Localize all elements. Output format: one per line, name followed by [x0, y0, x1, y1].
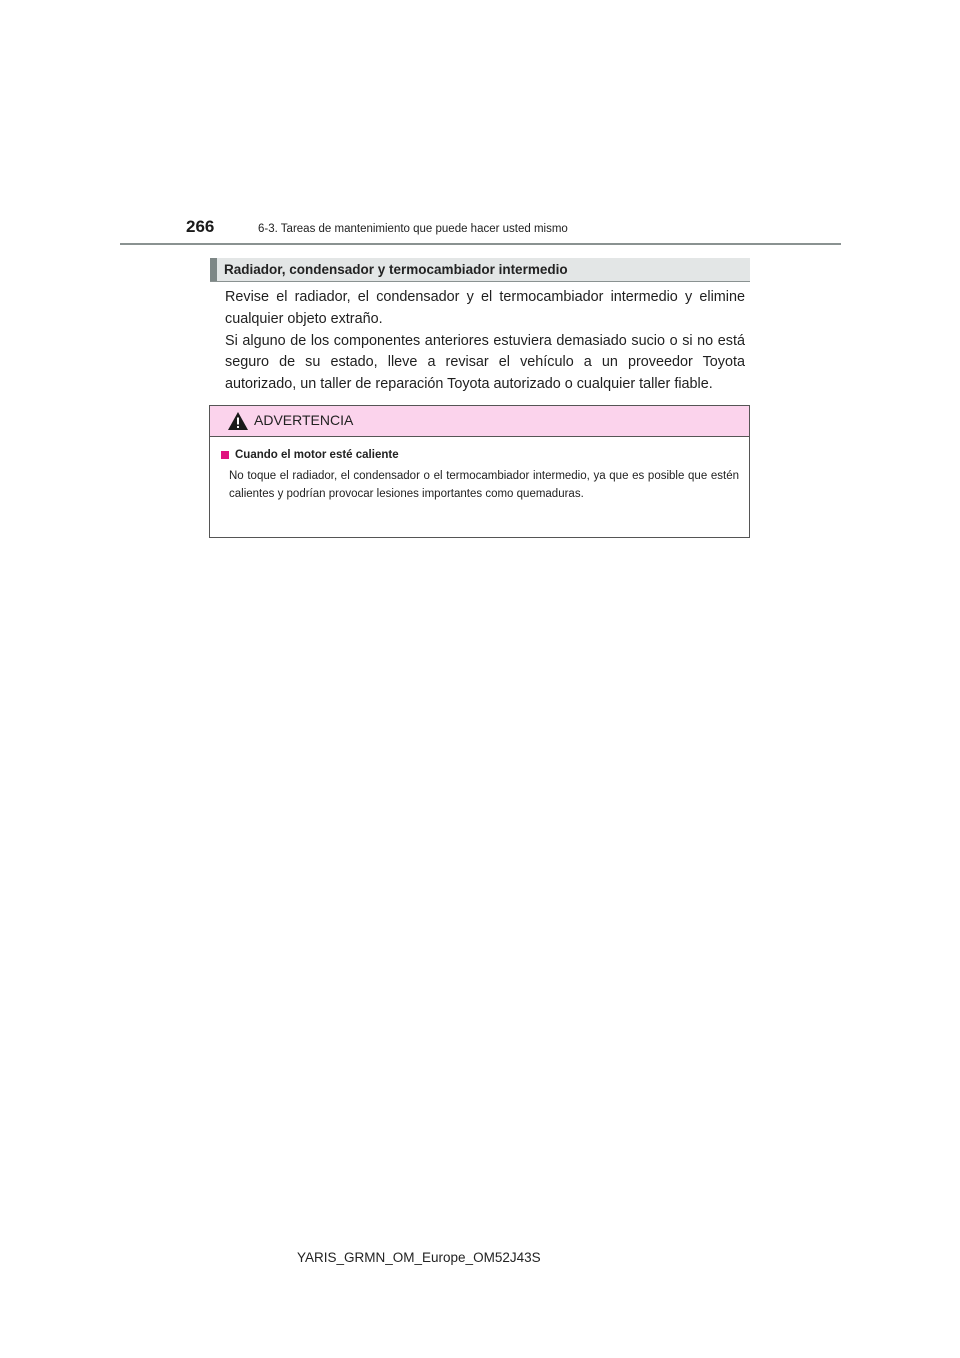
paragraph-1: Revise el radiador, el condensador y el termocambiador intermedio y elimine cualquier objeto extraño. — [225, 289, 745, 327]
section-heading-tab — [210, 258, 217, 281]
warning-body — [210, 437, 749, 503]
square-bullet-icon — [221, 451, 229, 459]
warning-triangle-icon — [227, 411, 249, 431]
paragraph-2: Si alguno de los componentes anteriores estuviera demasiado sucio o si no está seguro de su estado, lleve a revisar el vehículo a un proveedor Toyota autorizado, un taller de reparación Toyota autorizado o cualquier taller fiable. — [225, 332, 745, 393]
warning-label: ADVERTENCIA — [254, 412, 354, 428]
warning-box — [209, 405, 750, 538]
page-number: 266 — [186, 217, 215, 236]
warning-text: No toque el radiador, el condensador o el termocambiador intermedio, ya que es posible que estén calientes y podrían provocar lesiones importantes como quemaduras. — [229, 470, 739, 500]
running-header: 6-3. Tareas de mantenimiento que puede hacer usted mismo — [258, 223, 568, 235]
warning-bullet-title: Cuando el motor esté caliente — [235, 449, 399, 461]
warning-header — [210, 406, 749, 437]
section-heading — [210, 258, 750, 282]
warning-bullet — [221, 449, 739, 461]
footer-doc-code: YARIS_GRMN_OM_Europe_OM52J43S — [297, 1250, 541, 1265]
body-text — [225, 287, 745, 396]
header-rule — [120, 243, 841, 245]
section-title: Radiador, condensador y termocambiador intermedio — [224, 262, 568, 277]
